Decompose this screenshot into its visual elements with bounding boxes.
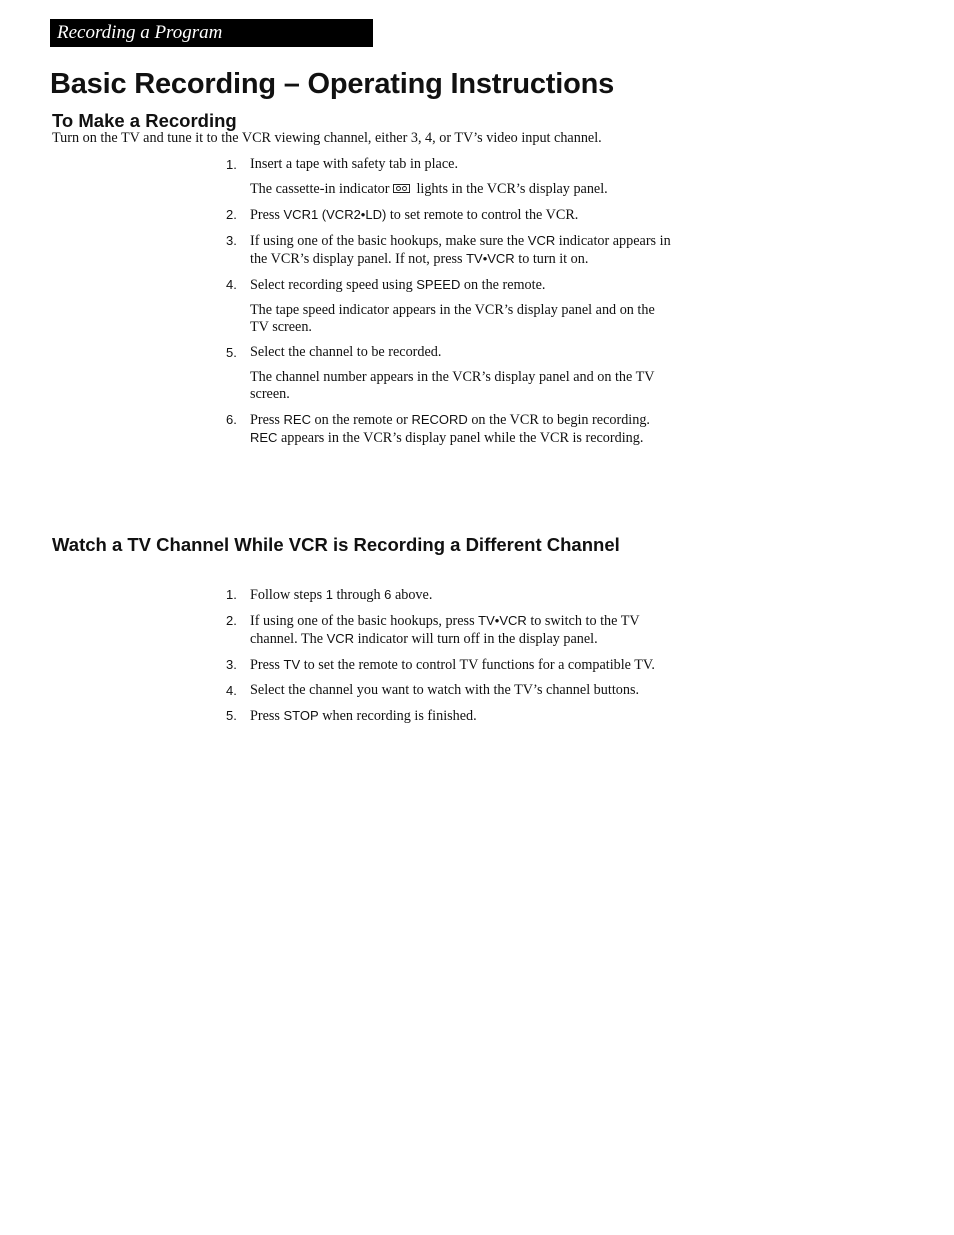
step-text [250,612,676,648]
step-number: 3. [226,233,237,248]
text-segment: Press [250,207,284,223]
step-text [250,232,676,268]
intro-text: Turn on the TV and tune it to the VCR viewing channel, either 3, 4, or TV’s video input channel. [52,130,602,146]
text-segment: appears in the VCR’s display panel while the VCR is recording. [277,430,644,446]
section-tab: Recording a Program [50,19,373,47]
step-text [250,411,676,447]
step-text [250,586,676,604]
step-number: 1. [226,587,237,602]
key-label: VCR [326,631,355,646]
text-segment: indicator appears in the VCR’s display panel. If not, press [250,233,671,267]
text-segment: through [332,587,385,603]
note-text-before-icon: The cassette-in indicator [250,181,390,197]
step-number: 4. [226,277,237,292]
key-label: REC [250,430,278,445]
step-text [250,656,676,674]
list-item [226,232,676,268]
key-label: SPEED [416,277,461,292]
list-item [226,206,676,224]
step-number: 5. [226,345,237,360]
step-number: 4. [226,683,237,698]
cassette-icon [393,184,410,193]
text-segment: Select recording speed using [250,277,417,293]
text-segment: Follow steps [250,587,326,603]
text-segment: Press [250,412,284,428]
key-label: TV•VCR [478,613,527,628]
list-item [226,682,676,699]
key-label: VCR1 (VCR2•LD) [283,207,387,222]
key-label: REC [283,412,311,427]
step-number: 1. [226,157,237,172]
key-label: RECORD [411,412,468,427]
list-item [226,411,676,447]
list-item [226,344,676,403]
text-segment: Press [250,708,284,724]
step-number: 2. [226,207,237,222]
section-heading-make-recording: To Make a Recording [52,110,237,131]
step-text [250,276,676,294]
list-item [226,156,676,198]
text-segment: on the remote or [310,412,412,428]
list-item [226,707,676,725]
key-label: STOP [283,708,319,723]
step-number: 3. [226,657,237,672]
text-segment: Press [250,657,284,673]
step-number: 5. [226,708,237,723]
text-segment: to set the remote to control TV functions for a compatible TV. [300,657,655,673]
text-segment: when recording is finished. [318,708,477,724]
text-segment: to set remote to control the VCR. [386,207,579,223]
key-label: TV [283,657,301,672]
section-heading-watch-channel: Watch a TV Channel While VCR is Recording a Different Channel [52,534,620,555]
step-text [250,206,676,224]
step-note: The channel number appears in the VCR’s display panel and on the TV screen. [250,369,655,402]
step-number: 6. [226,412,237,427]
text-segment: to switch to the TV channel. The [250,613,640,647]
list-item [226,276,676,336]
text-segment: If using one of the basic hookups, press [250,613,479,629]
step-number: 2. [226,613,237,628]
text-segment: on the VCR to begin recording. [467,412,650,428]
step-text: Select the channel to be recorded. [250,344,442,360]
watch-steps-list [226,586,676,733]
note-text-after-icon: lights in the VCR’s display panel. [416,181,608,197]
text-segment: indicator will turn off in the display panel. [354,631,598,647]
text-segment: above. [391,587,433,603]
step-text: Insert a tape with safety tab in place. [250,156,458,172]
text-segment: to turn it on. [514,251,589,267]
step-note: The tape speed indicator appears in the VCR’s display panel and on the TV screen. [250,302,655,335]
key-label: 1 [325,587,333,602]
text-segment: on the remote. [460,277,546,293]
key-label: 6 [384,587,392,602]
step-text [250,707,676,725]
page-title: Basic Recording – Operating Instructions [50,68,615,100]
step-text: Select the channel you want to watch with the TV’s channel buttons. [250,682,640,698]
step-note [250,181,676,198]
key-label: TV•VCR [466,251,515,266]
recording-steps-list [226,156,676,455]
text-segment: If using one of the basic hookups, make sure the [250,233,528,249]
list-item [226,656,676,674]
key-label: VCR [527,233,556,248]
list-item [226,586,676,604]
list-item [226,612,676,648]
